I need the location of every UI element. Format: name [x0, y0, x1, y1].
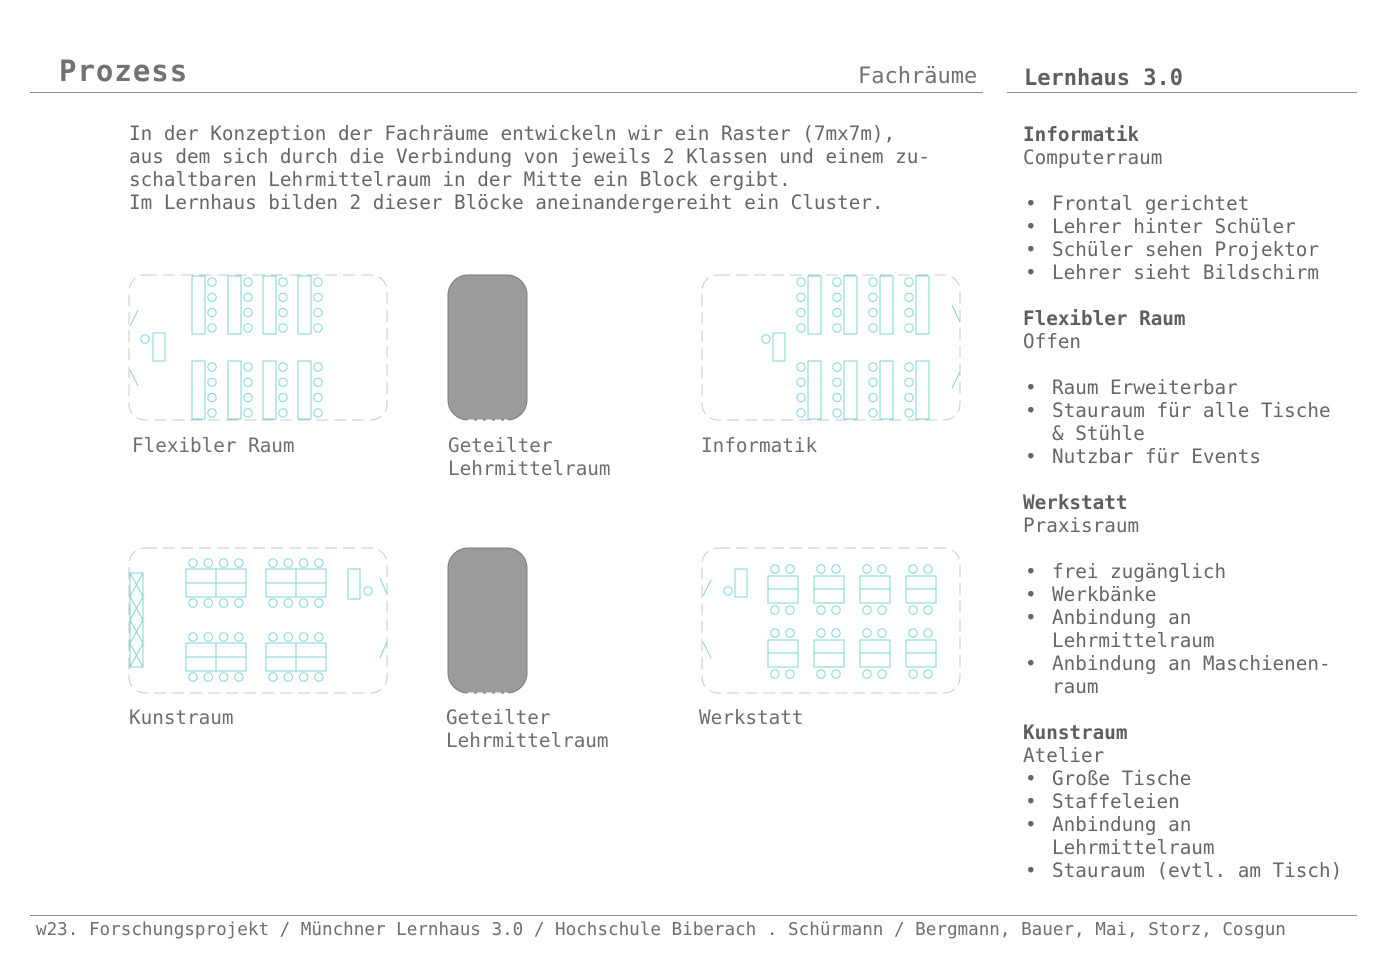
door-swing — [703, 642, 711, 658]
chair — [817, 629, 825, 637]
door-swing — [130, 370, 138, 386]
list-item: • Große Tische — [1023, 767, 1368, 790]
chair — [208, 278, 216, 286]
chair — [797, 393, 805, 401]
sidebar — [1023, 123, 1368, 882]
chair — [208, 308, 216, 316]
chair — [878, 606, 886, 614]
chair — [279, 378, 287, 386]
chair — [208, 324, 216, 332]
chair — [833, 378, 841, 386]
chair — [869, 324, 877, 332]
intro-line: Im Lernhaus bilden 2 dieser Blöcke aneinandergereiht ein Cluster. — [129, 191, 884, 214]
computer-row — [844, 361, 857, 419]
plan-kunstraum — [129, 548, 387, 693]
chair — [208, 393, 216, 401]
chair — [786, 565, 794, 573]
chair — [208, 363, 216, 371]
chair — [244, 393, 252, 401]
section-heading: Informatik — [1023, 123, 1140, 146]
chair — [279, 409, 287, 417]
list-item: • Staffeleien — [1023, 790, 1368, 813]
section-subheading: Computerraum — [1023, 146, 1163, 169]
chair — [924, 670, 932, 678]
chair — [235, 673, 243, 681]
caption-lehrmittelraum-bottom: Geteilter Lehrmittelraum — [446, 706, 609, 752]
chair — [863, 670, 871, 678]
table-stack — [228, 276, 241, 334]
chair — [817, 606, 825, 614]
computer-row — [916, 361, 929, 419]
chair — [832, 629, 840, 637]
chair — [314, 393, 322, 401]
table-stack — [228, 361, 241, 419]
computer-row — [880, 361, 893, 419]
caption-flexibler-raum: Flexibler Raum — [132, 434, 295, 457]
chair — [244, 278, 252, 286]
teacher-desk — [348, 569, 360, 599]
chair — [797, 378, 805, 386]
table-stack — [298, 276, 311, 334]
chair — [315, 559, 323, 567]
computer-row — [808, 361, 821, 419]
section-heading: Werkstatt — [1023, 491, 1128, 514]
door-swing — [130, 310, 138, 326]
computer-row — [880, 276, 893, 334]
chair — [284, 633, 292, 641]
chair — [905, 293, 913, 301]
plan-lehrmittelraum-top — [448, 275, 527, 420]
bullet-list — [1023, 192, 1368, 284]
list-item: • Stauraum für alle Tische & Stühle — [1023, 399, 1352, 445]
computer-row — [844, 276, 857, 334]
chair — [284, 559, 292, 567]
bullet-list — [1023, 767, 1368, 882]
chair — [269, 559, 277, 567]
chair — [314, 409, 322, 417]
chair — [878, 629, 886, 637]
chair — [219, 673, 227, 681]
teacher-desk — [773, 333, 785, 361]
chair — [905, 393, 913, 401]
chair — [833, 324, 841, 332]
chair — [905, 363, 913, 371]
chair — [771, 629, 779, 637]
intro-line: aus dem sich durch die Verbindung von jeweils 2 Klassen und einem zu- — [129, 145, 930, 168]
section-subheading: Offen — [1023, 330, 1082, 353]
chair — [204, 599, 212, 607]
plan-lehrmittelraum-bottom — [448, 548, 527, 693]
chair — [204, 633, 212, 641]
list-item: • Schüler sehen Projektor — [1023, 238, 1368, 261]
chair — [909, 565, 917, 573]
list-item: • Anbindung an Maschienen-raum — [1023, 652, 1362, 698]
door-swing — [952, 372, 960, 388]
chair — [832, 565, 840, 573]
plan-flexibler-raum — [129, 275, 387, 420]
chair — [219, 633, 227, 641]
chair — [762, 335, 770, 343]
chair — [797, 278, 805, 286]
footer-credits: w23. Forschungsprojekt / Münchner Lernhaus 3.0 / Hochschule Biberach . Schürmann / Bergmann, Bauer, Mai, Storz, Cosgun — [36, 920, 1286, 940]
chair — [189, 633, 197, 641]
chair — [189, 559, 197, 567]
chair — [244, 363, 252, 371]
chair — [924, 565, 932, 573]
chair — [878, 670, 886, 678]
chair — [869, 378, 877, 386]
chair — [905, 409, 913, 417]
chair — [314, 324, 322, 332]
chair — [797, 409, 805, 417]
bullet-list — [1023, 376, 1368, 468]
chair — [905, 308, 913, 316]
section-subheading: Praxisraum — [1023, 514, 1140, 537]
bullet-list — [1023, 560, 1368, 698]
chair — [786, 629, 794, 637]
chair — [905, 278, 913, 286]
door-swing — [380, 578, 387, 594]
chair — [208, 293, 216, 301]
chair — [869, 363, 877, 371]
door-swing — [380, 642, 387, 658]
table-stack — [192, 276, 205, 334]
list-item: • Werkbänke — [1023, 583, 1368, 606]
door-swing — [703, 580, 711, 596]
chair — [299, 673, 307, 681]
list-item: • Anbindung an Lehrmittelraum — [1023, 813, 1252, 859]
section-subtitle: Fachräume — [858, 64, 978, 89]
chair — [833, 409, 841, 417]
chair — [786, 670, 794, 678]
chair — [189, 599, 197, 607]
chair — [314, 363, 322, 371]
chair — [284, 673, 292, 681]
chair — [235, 599, 243, 607]
shared-room — [448, 548, 527, 693]
chair — [244, 378, 252, 386]
chair — [832, 606, 840, 614]
chair — [235, 633, 243, 641]
footer-rule — [30, 915, 1357, 916]
chair — [924, 629, 932, 637]
page-title: Prozess — [59, 54, 189, 88]
chair — [299, 559, 307, 567]
chair — [314, 293, 322, 301]
chair — [279, 293, 287, 301]
caption-lehrmittelraum-top: Geteilter Lehrmittelraum — [448, 434, 611, 480]
chair — [797, 324, 805, 332]
room-outline — [702, 275, 960, 420]
chair — [833, 363, 841, 371]
intro-line: schaltbaren Lehrmittelraum in der Mitte ein Block ergibt. — [129, 168, 791, 191]
list-item: • Lehrer sieht Bildschirm — [1023, 261, 1368, 284]
chair — [771, 670, 779, 678]
list-item: • Lehrer hinter Schüler — [1023, 215, 1368, 238]
chair — [869, 409, 877, 417]
room-outline — [129, 275, 387, 420]
list-item: • Raum Erweiterbar — [1023, 376, 1368, 399]
chair — [869, 278, 877, 286]
chair — [208, 409, 216, 417]
chair — [189, 673, 197, 681]
chair — [833, 293, 841, 301]
chair — [869, 393, 877, 401]
chair — [817, 565, 825, 573]
chair — [797, 363, 805, 371]
chair — [909, 670, 917, 678]
easel-rack — [130, 573, 143, 667]
chair — [364, 587, 372, 595]
chair — [797, 293, 805, 301]
door-swing — [952, 305, 960, 322]
teacher-desk — [735, 569, 747, 597]
list-item: • Anbindung an Lehrmittelraum — [1023, 606, 1252, 652]
chair — [833, 308, 841, 316]
chair — [924, 606, 932, 614]
chair — [219, 559, 227, 567]
list-item: • Frontal gerichtet — [1023, 192, 1368, 215]
chair — [244, 308, 252, 316]
caption-informatik: Informatik — [701, 434, 818, 457]
chair — [314, 278, 322, 286]
chair — [863, 606, 871, 614]
chair — [869, 293, 877, 301]
teacher-desk — [153, 333, 165, 361]
caption-werkstatt: Werkstatt — [699, 706, 804, 729]
list-item: • Nutzbar für Events — [1023, 445, 1368, 468]
table-stack — [263, 361, 276, 419]
chair — [141, 335, 149, 343]
chair — [905, 324, 913, 332]
chair — [314, 378, 322, 386]
chair — [315, 599, 323, 607]
chair — [269, 673, 277, 681]
chair — [869, 308, 877, 316]
section-heading: Flexibler Raum — [1023, 307, 1186, 330]
chair — [244, 293, 252, 301]
computer-row — [916, 276, 929, 334]
shared-room — [448, 275, 527, 420]
chair — [204, 559, 212, 567]
chair — [279, 324, 287, 332]
chair — [833, 393, 841, 401]
chair — [832, 670, 840, 678]
chair — [284, 599, 292, 607]
chair — [863, 565, 871, 573]
section-heading: Kunstraum — [1023, 721, 1128, 744]
chair — [724, 587, 732, 595]
chair — [771, 606, 779, 614]
chair — [909, 606, 917, 614]
intro-line: In der Konzeption der Fachräume entwickeln wir ein Raster (7mx7m), — [129, 122, 896, 145]
chair — [269, 599, 277, 607]
chair — [269, 633, 277, 641]
sidebar-title: Lernhaus 3.0 — [1024, 66, 1183, 91]
chair — [863, 629, 871, 637]
table-stack — [263, 276, 276, 334]
section-subheading: Atelier — [1023, 744, 1105, 767]
chair — [244, 324, 252, 332]
chair — [315, 633, 323, 641]
table-stack — [192, 361, 205, 419]
plan-werkstatt — [702, 548, 960, 693]
chair — [878, 565, 886, 573]
chair — [204, 673, 212, 681]
chair — [279, 363, 287, 371]
chair — [299, 633, 307, 641]
chair — [235, 559, 243, 567]
caption-kunstraum: Kunstraum — [129, 706, 234, 729]
chair — [797, 308, 805, 316]
chair — [909, 629, 917, 637]
chair — [315, 673, 323, 681]
chair — [817, 670, 825, 678]
chair — [905, 378, 913, 386]
chair — [786, 606, 794, 614]
list-item: • frei zugänglich — [1023, 560, 1368, 583]
chair — [833, 278, 841, 286]
chair — [244, 409, 252, 417]
room-outline — [702, 548, 960, 693]
chair — [771, 565, 779, 573]
list-item: • Stauraum (evtl. am Tisch) — [1023, 859, 1368, 882]
chair — [299, 599, 307, 607]
table-stack — [298, 361, 311, 419]
chair — [219, 599, 227, 607]
plan-informatik — [702, 275, 960, 420]
chair — [279, 308, 287, 316]
chair — [208, 378, 216, 386]
computer-row — [808, 276, 821, 334]
chair — [279, 278, 287, 286]
chair — [279, 393, 287, 401]
chair — [314, 308, 322, 316]
